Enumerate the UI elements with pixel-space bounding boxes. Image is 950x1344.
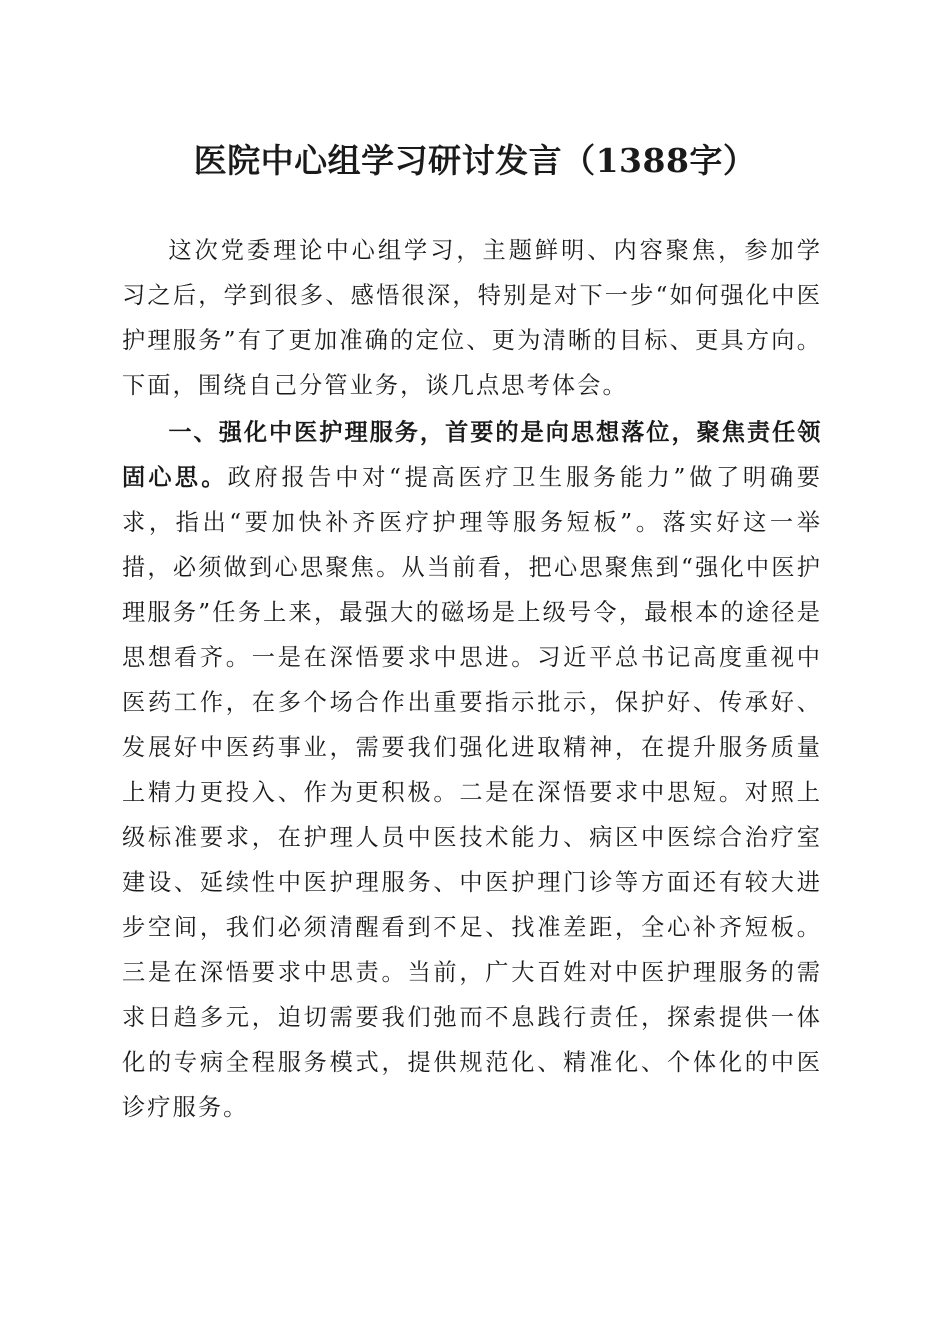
section-one-heading: 一、强化中医护理服务，首要的是向思想落位，聚焦责任领固心思。 xyxy=(122,419,822,491)
section-one-paragraph xyxy=(122,410,822,1130)
document-body xyxy=(122,228,822,1130)
intro-paragraph: 这次党委理论中心组学习，主题鲜明、内容聚焦，参加学习之后，学到很多、感悟很深，特别是对下一步“如何强化中医护理服务”有了更加准确的定位、更为清晰的目标、更具方向。下面，围绕自己分管业务，谈几点思考体会。 xyxy=(122,237,822,399)
section-one-text: 政府报告中对“提高医疗卫生服务能力”做了明确要求，指出“要加快补齐医疗护理等服务短板”。落实好这一举措，必须做到心思聚焦。从当前看，把心思聚焦到“强化中医护理服务”任务上来，最强大的磁场是上级号令，最根本的途径是思想看齐。一是在深悟要求中思进。习近平总书记高度重视中医药工作，在多个场合作出重要指示批示，保护好、传承好、发展好中医药事业，需要我们强化进取精神，在提升服务质量上精力更投入、作为更积极。二是在深悟要求中思短。对照上级标准要求，在护理人员中医技术能力、病区中医综合治疗室建设、延续性中医护理服务、中医护理门诊等方面还有较大进步空间，我们必须清醒看到不足、找准差距，全心补齐短板。三是在深悟要求中思责。当前，广大百姓对中医护理服务的需求日趋多元，迫切需要我们弛而不息践行责任，探索提供一体化的专病全程服务模式，提供规范化、精准化、个体化的中医诊疗服务。 xyxy=(122,464,822,1121)
document-title: 医院中心组学习研讨发言（1388字） xyxy=(193,141,757,180)
